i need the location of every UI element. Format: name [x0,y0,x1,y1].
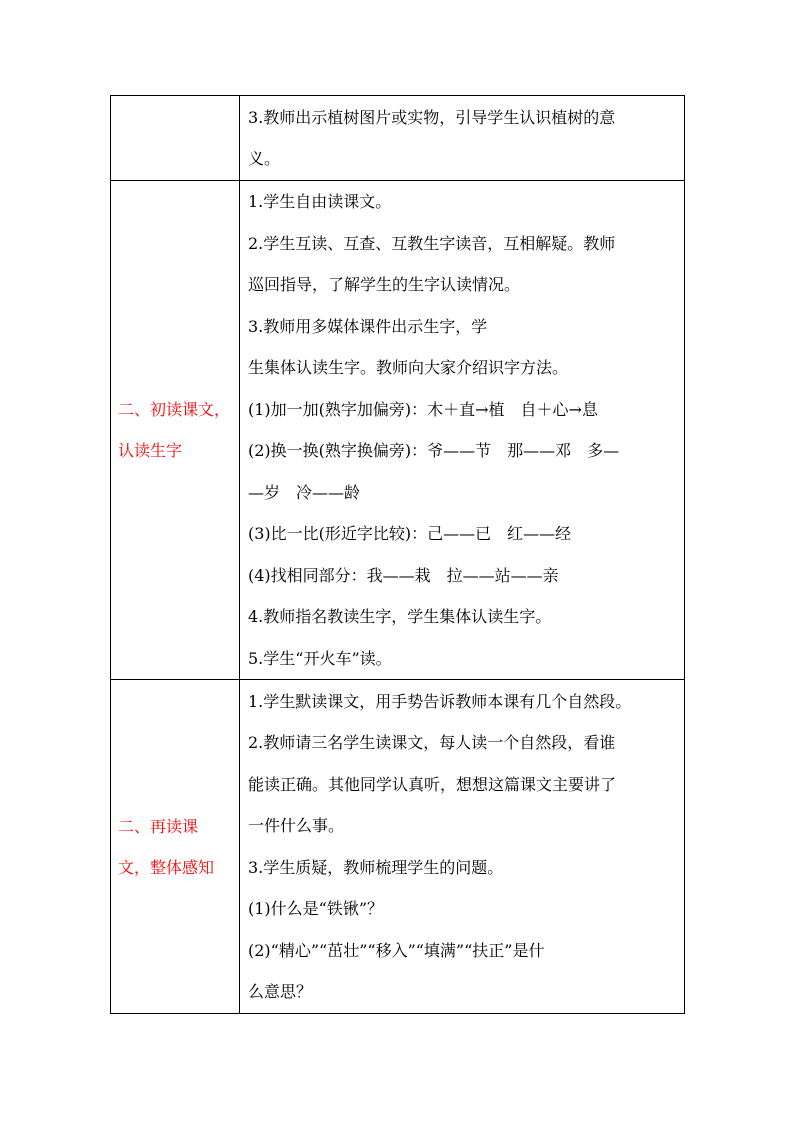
content-line: 巡回指导，了解学生的生字认读情况。 [248,275,521,294]
stage-title-line: 文，整体感知 [118,857,215,877]
content-line: (2)“精心”“茁壮”“移入”“填满”“扶正”是什 [248,940,545,960]
content-line: 1.学生默读课文，用手势告诉教师本课有几个自然段。 [248,691,632,711]
content-line: 3.教师出示植树图片或实物，引导学生认识植树的意 [248,107,616,127]
content-line: 一件什么事。 [248,816,345,835]
table-row [111,680,685,1014]
content-cell [240,96,685,181]
content-cell [240,181,685,680]
table-row [111,181,685,680]
stage-title-line: 认读生字 [118,441,183,460]
content-line: 么意思？ [248,982,313,1001]
content-line: (2)换一换(熟字换偏旁)：爷——节 那——邓 多— [248,441,620,460]
content-line: (4)找相同部分：我——栽 拉——站——亲 [248,565,559,585]
content-line: 能读正确。其他同学认真听，想想这篇课文主要讲了 [248,774,617,794]
content-line: (1)加一加(熟字加偏旁)：木＋直→植 自＋心→息 [248,399,598,419]
stage-title-line: 二、再读课 [118,816,199,836]
content-line: 3.学生质疑，教师梳理学生的问题。 [248,857,504,877]
table-row [111,96,685,181]
stage-cell [111,181,240,680]
content-line: 4.教师指名教读生字，学生集体认读生字。 [248,607,552,626]
content-line: —岁 冷——龄 [248,482,361,502]
content-line: 义。 [248,149,281,168]
content-line: (3)比一比(形近字比较)：己——已 红——经 [248,524,572,543]
content-line: 2.教师请三名学生读课文，每人读一个自然段，看谁 [248,733,616,752]
stage-title-line: 二、初读课文， [118,400,231,419]
content-line: 2.学生互读、互查、互教生字读音，互相解疑。教师 [248,233,616,253]
stage-cell [111,96,240,181]
content-line: 1.学生自由读课文。 [248,192,392,211]
content-line: 3.教师用多媒体课件出示生字，学 [248,316,488,336]
content-cell [240,680,685,1014]
lesson-plan-table [110,95,685,1014]
content-line: 生集体认读生字。教师向大家介绍识字方法。 [248,358,569,377]
content-line: 5.学生“开火车”读。 [248,648,392,668]
stage-cell [111,680,240,1014]
content-line: (1)什么是“铁锹”？ [248,899,384,918]
